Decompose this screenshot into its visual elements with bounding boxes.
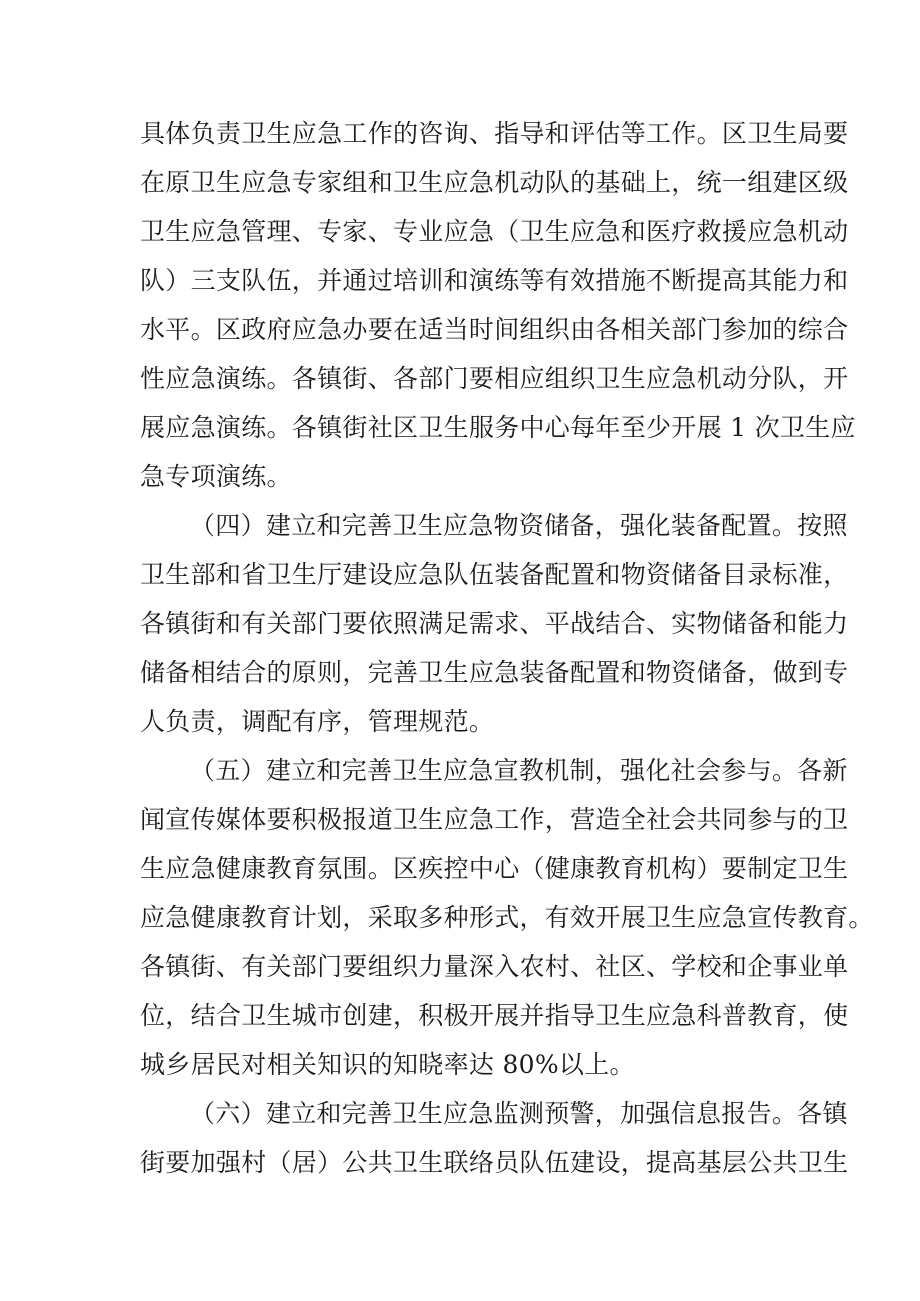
- body-text-line: 展应急演练。各镇街社区卫生服务中心每年至少开展 1 次卫生应: [140, 413, 856, 442]
- body-text-line: 各镇街和有关部门要依照满足需求、平战结合、实物储备和能力: [140, 609, 849, 638]
- body-text-line: 各镇街、有关部门要组织力量深入农村、社区、学校和企事业单: [140, 952, 849, 981]
- body-text-line: 储备相结合的原则，完善卫生应急装备配置和物资储备，做到专: [140, 658, 849, 687]
- body-text-line: 位，结合卫生城市创建，积极开展并指导卫生应急科普教育，使: [140, 1001, 849, 1030]
- body-text-line: 人负责，调配有序，管理规范。: [140, 707, 495, 736]
- body-text-line: 在原卫生应急专家组和卫生应急机动队的基础上，统一组建区级: [140, 168, 849, 197]
- body-text-line: 水平。区政府应急办要在适当时间组织由各相关部门参加的综合: [140, 315, 849, 344]
- body-text-line: 卫生应急管理、专家、专业应急（卫生应急和医疗救援应急机动: [140, 217, 849, 246]
- body-text-line: 急专项演练。: [140, 462, 292, 491]
- body-text-line: 闻宣传媒体要积极报道卫生应急工作，营造全社会共同参与的卫: [140, 805, 849, 834]
- section-heading-line: （六）建立和完善卫生应急监测预警，加强信息报告。各镇: [190, 1099, 848, 1128]
- section-heading-line: （四）建立和完善卫生应急物资储备，强化装备配置。按照: [190, 511, 848, 540]
- body-text-line: 队）三支队伍，并通过培训和演练等有效措施不断提高其能力和: [140, 266, 849, 295]
- section-heading-line: （五）建立和完善卫生应急宣教机制，强化社会参与。各新: [190, 756, 848, 785]
- body-text-line: 生应急健康教育氛围。区疾控中心（健康教育机构）要制定卫生: [140, 854, 849, 883]
- body-text-line: 城乡居民对相关知识的知晓率达 80%以上。: [140, 1050, 635, 1079]
- body-text-line: 卫生部和省卫生厅建设应急队伍装备配置和物资储备目录标准，: [140, 560, 849, 589]
- body-text-line: 应急健康教育计划，采取多种形式，有效开展卫生应急宣传教育。: [140, 903, 874, 932]
- body-text-line: 街要加强村（居）公共卫生联络员队伍建设，提高基层公共卫生: [140, 1148, 849, 1177]
- body-text-line: 具体负责卫生应急工作的咨询、指导和评估等工作。区卫生局要: [140, 119, 849, 148]
- body-text-line: 性应急演练。各镇街、各部门要相应组织卫生应急机动分队，开: [140, 364, 849, 393]
